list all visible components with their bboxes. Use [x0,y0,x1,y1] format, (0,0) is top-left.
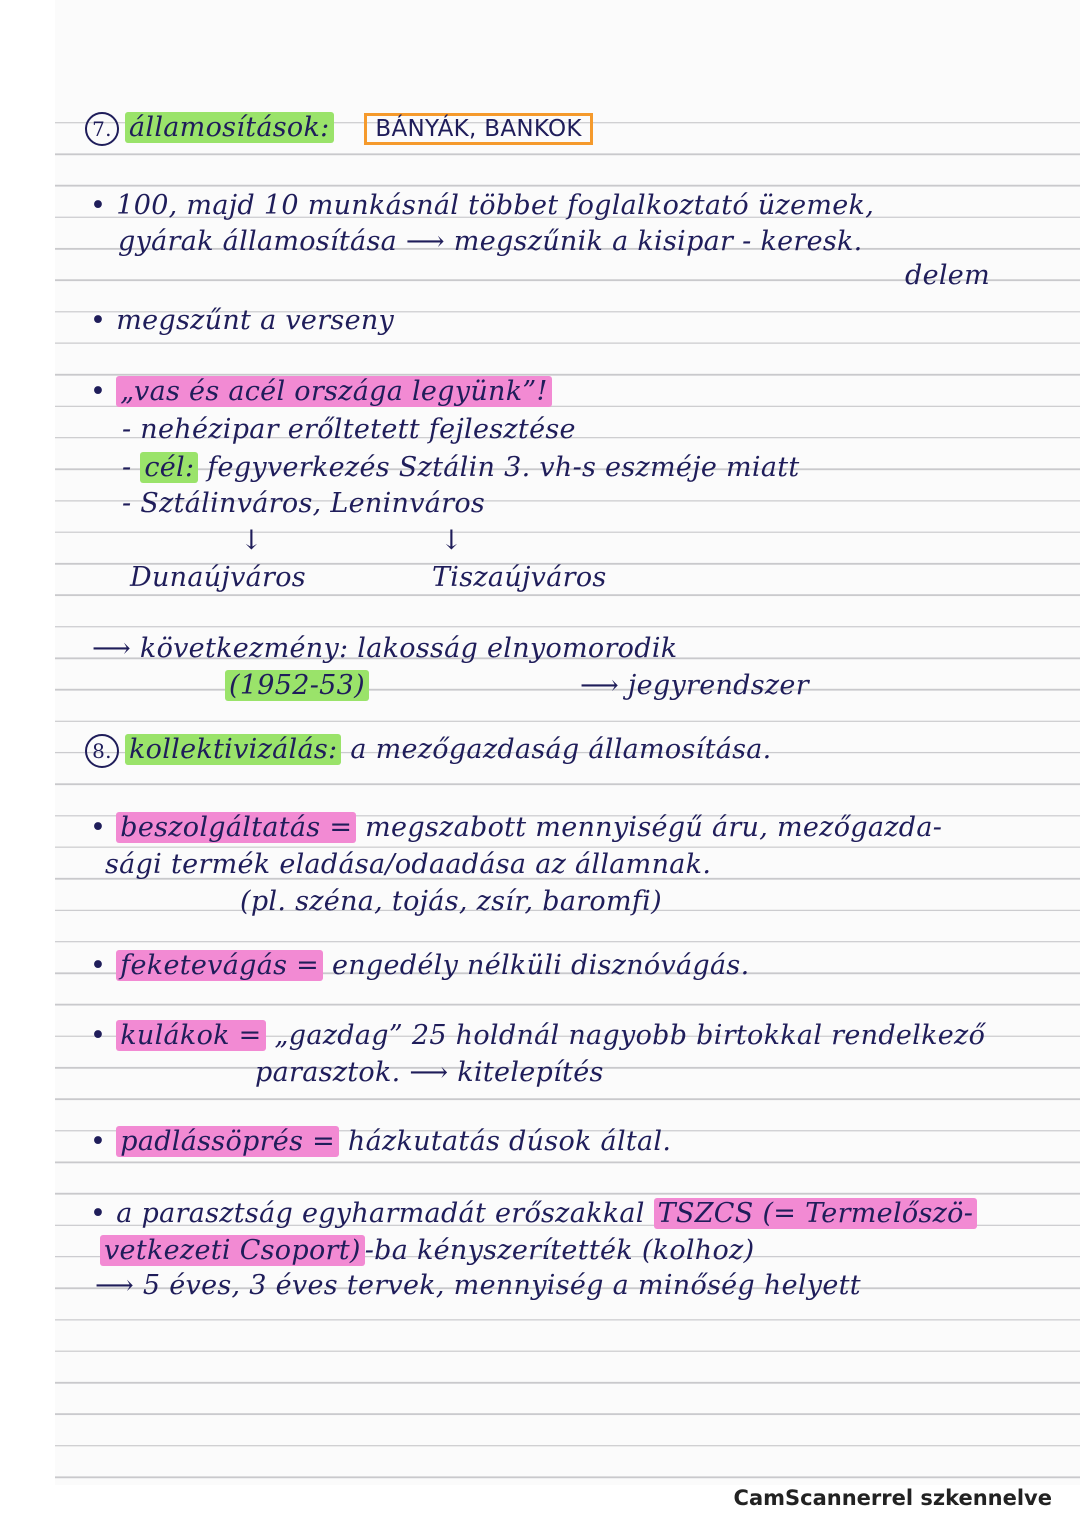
arrow-down-icon: ↓ [240,525,263,556]
arrow-icon: ⟶ [409,1057,458,1088]
text-line: (1952-53) [225,670,369,702]
arrow-icon: ⟶ [580,670,620,701]
text-line: ⟶ jegyrendszer [580,670,809,701]
text-line: • „vas és acél országa legyünk”! [90,376,552,408]
definition: • feketevágás = engedély nélküli disznóvágás. [90,950,750,981]
definition: • beszolgáltatás = megszabott mennyiségű áru, mezőgazda- [90,812,943,843]
arrow-icon: ⟶ [92,633,132,664]
arrow-icon: ⟶ [95,1270,143,1301]
text-line: ⟶ következmény: lakosság elnyomorodik [92,633,678,664]
text-line: • 100, majd 10 munkásnál többet foglalkoztató üzemek, [90,190,875,221]
definition: • padlássöprés = házkutatás dúsok által. [90,1126,672,1157]
text-line: delem [905,260,990,291]
arrow-icon: ⟶ [405,226,445,257]
scanner-watermark: CamScannerrel szkennelve [733,1486,1052,1510]
text-line: vetkezeti Csoport) -ba kényszerítették (kolhoz) [100,1235,754,1267]
text-line: - nehézipar erőltetett fejlesztése [122,414,576,445]
arrow-down-icon: ↓ [440,525,463,556]
section-tag: BÁNYÁK, BANKOK [364,113,592,145]
text-line: sági termék eladása/odaadása az államnak. [105,849,712,880]
text-line: - Sztálinváros, Leninváros [122,488,486,519]
section-title: kollektivizálás: [125,734,341,765]
section-number: 7. [85,112,119,146]
section-7-heading [85,112,593,146]
text-line: parasztok. ⟶ kitelepítés [255,1057,604,1088]
text-line: - cél: fegyverkezés Sztálin 3. vh-s eszméje miatt [122,452,800,483]
section-8-heading: 8. kollektivizálás: a mezőgazdaság államosítása. [85,734,772,768]
definition: • kulákok = „gazdag” 25 holdnál nagyobb birtokkal rendelkező [90,1020,986,1051]
section-number: 8. [85,734,119,768]
text-line: Dunaújváros [130,562,306,593]
text-line: gyárak államosítása ⟶ megszűnik a kisipar - keresk. [118,226,863,257]
text-line: (pl. széna, tojás, zsír, baromfi) [240,886,662,917]
text-line: ⟶ 5 éves, 3 éves tervek, mennyiség a minőség helyett [95,1270,861,1301]
section-title: államosítások: [125,112,334,143]
text-line: Tiszaújváros [432,562,607,593]
definition: • a parasztság egyharmadát erőszakkal TSZCS (= Termelőszö- [90,1198,977,1230]
text-line: • megszűnt a verseny [90,305,395,336]
